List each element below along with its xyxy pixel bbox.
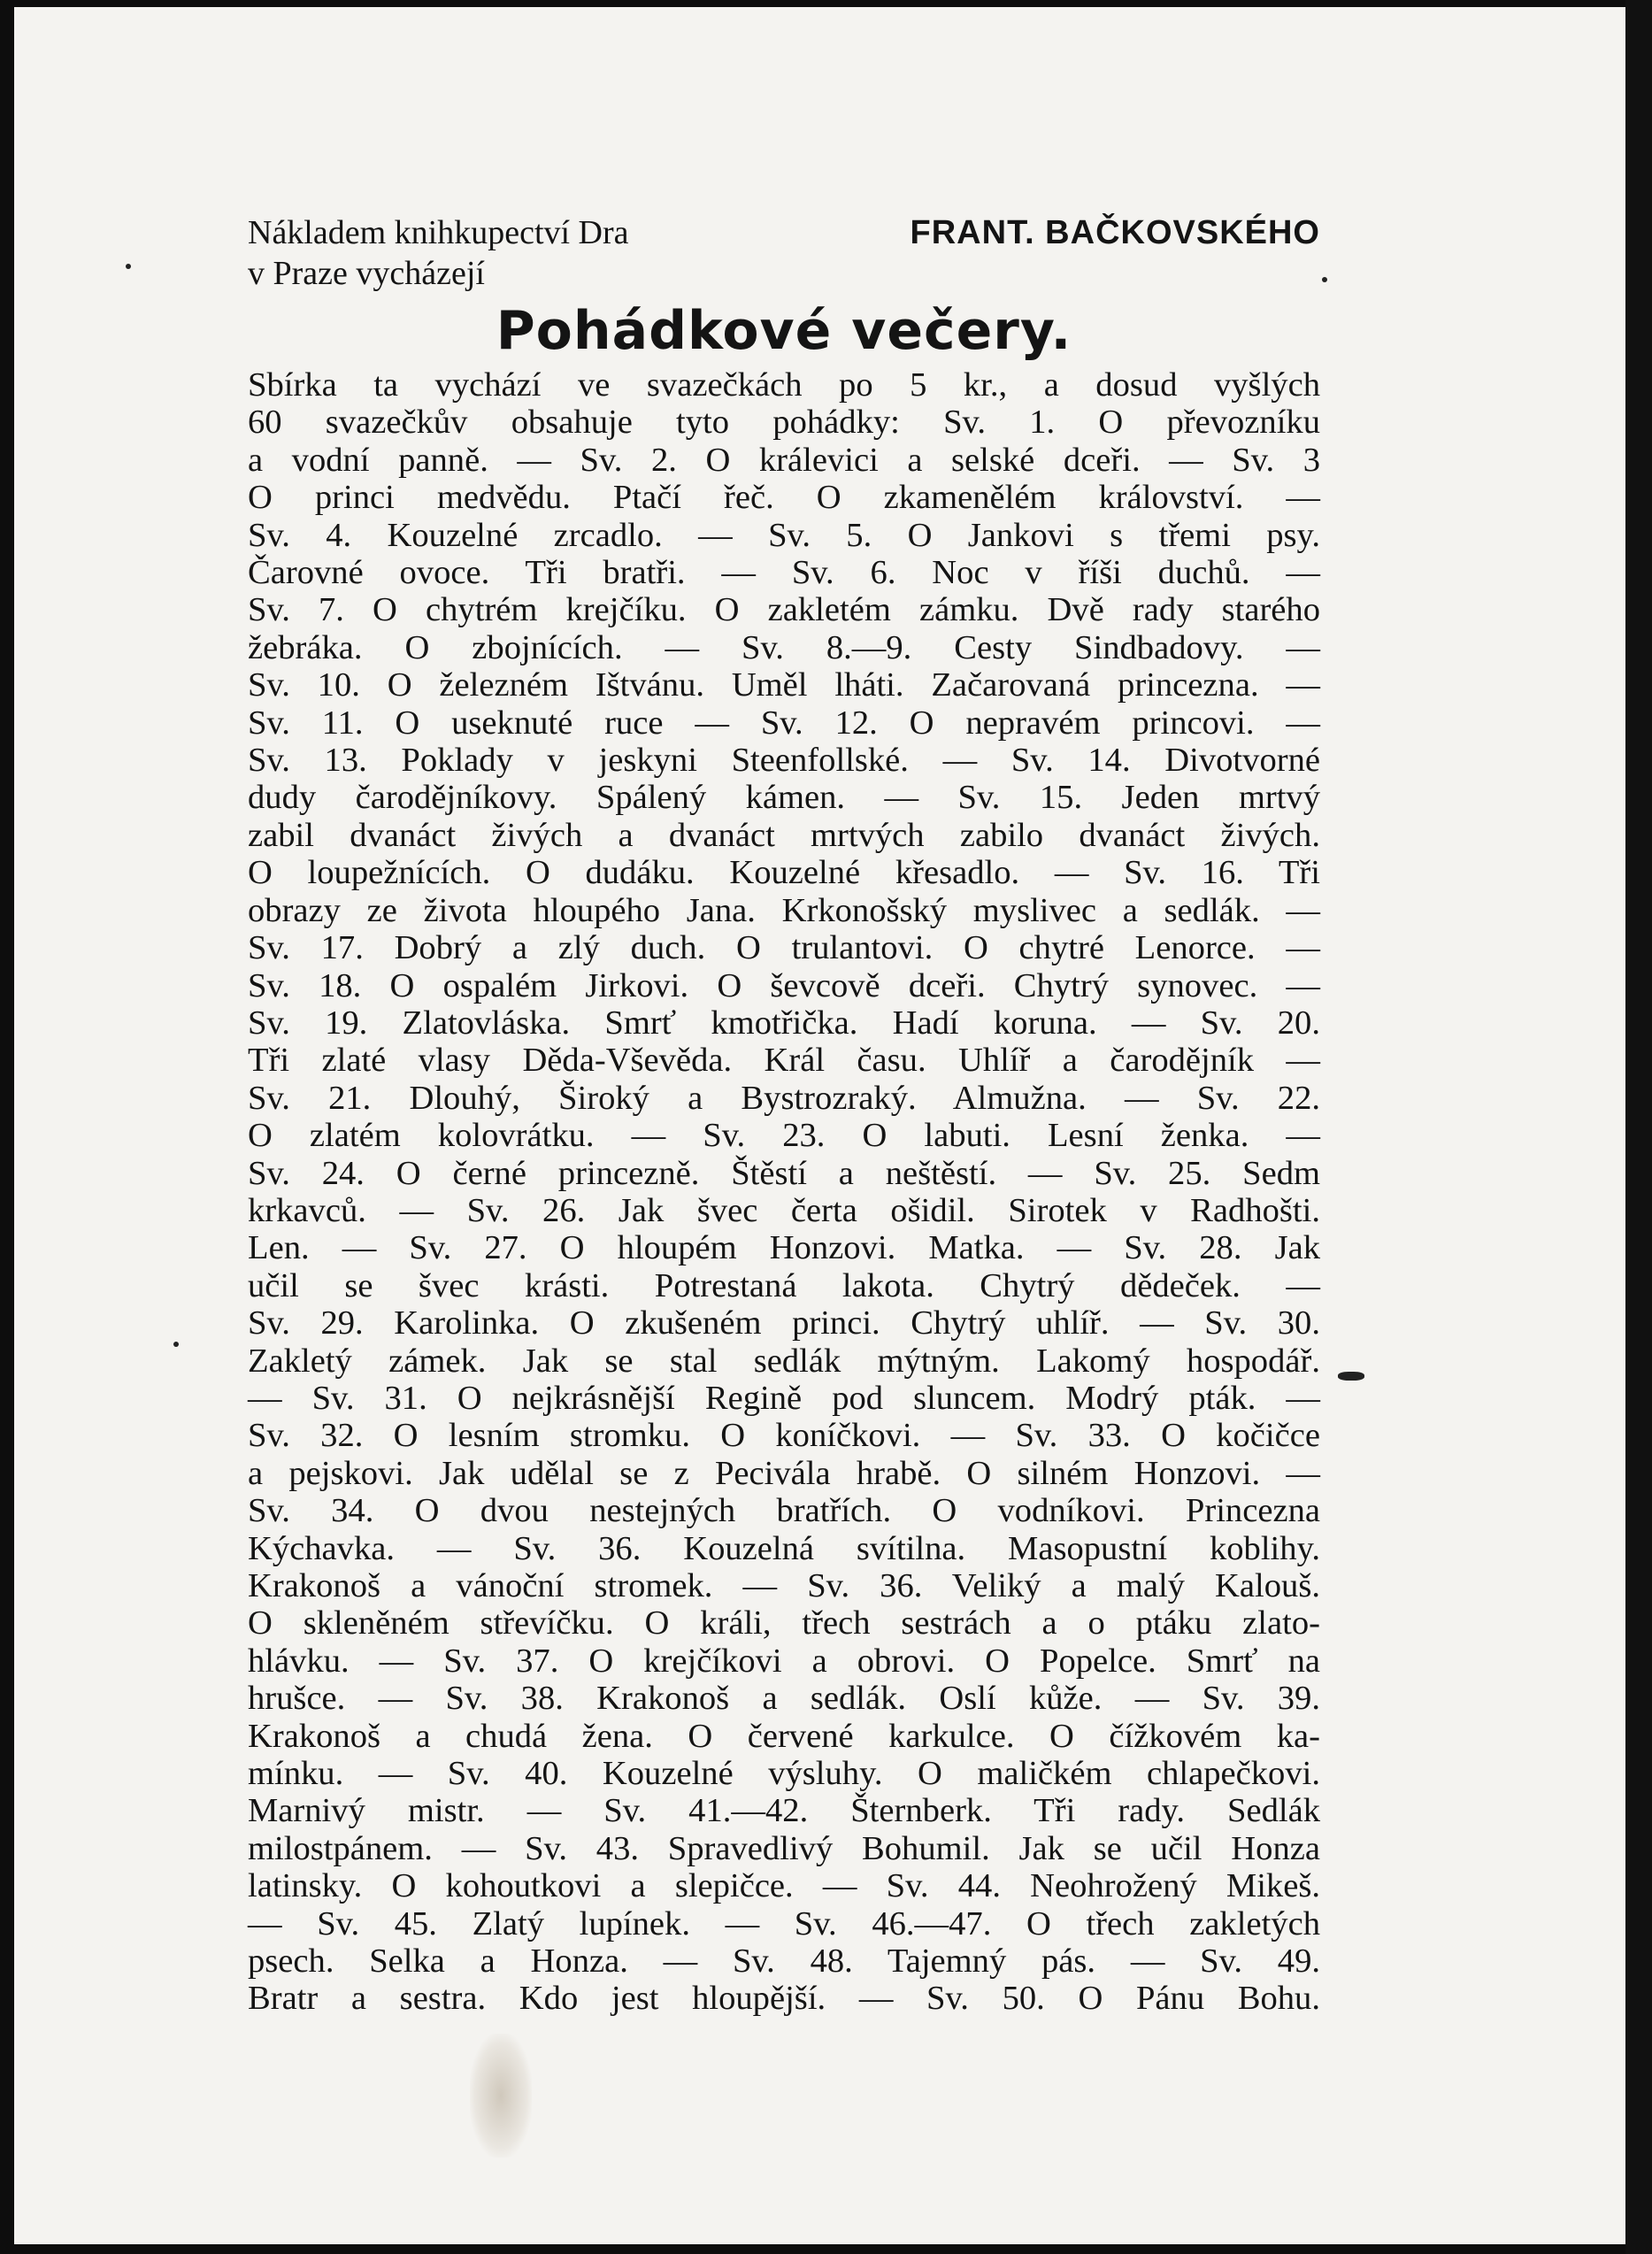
- text-line: Sv. 13. Poklady v jeskyni Steenfollské. — Sv. 14. Divotvorné: [248, 742, 1320, 780]
- text-line: Sv. 4. Kouzelné zrcadlo. — Sv. 5. O Jankovi s třemi psy.: [248, 516, 1320, 554]
- text-line: Krakonoš a chudá žena. O červené karkulce. O čížkovém ka-: [248, 1717, 1320, 1755]
- text-line: Sv. 32. O lesním stromku. O koníčkovi. — Sv. 33. O kočičce: [248, 1417, 1320, 1455]
- paper-stain: [470, 2034, 532, 2158]
- text-line: — Sv. 31. O nejkrásnější Regině pod sluncem. Modrý pták. —: [248, 1379, 1320, 1417]
- page-content: [248, 212, 1320, 2018]
- text-line: učil se švec krásti. Potrestaná lakota. Chytrý dědeček. —: [248, 1266, 1320, 1304]
- text-line: O loupežnících. O dudáku. Kouzelné křesadlo. — Sv. 16. Tři: [248, 854, 1320, 892]
- page-title: Pohádkové večery.: [496, 300, 1072, 362]
- publisher-name: FRANT. BAČKOVSKÉHO: [910, 214, 1320, 251]
- intro-line-1: [248, 212, 1320, 253]
- text-line: Krakonoš a vánoční stromek. — Sv. 36. Veliký a malý Kalouš.: [248, 1567, 1320, 1604]
- text-line: žebráka. O zbojnících. — Sv. 8.—9. Cesty Sindbadovy. —: [248, 628, 1320, 666]
- text-line: Sv. 24. O černé princezně. Štěstí a neštěstí. — Sv. 25. Sedm: [248, 1154, 1320, 1192]
- text-line: Sv. 18. O ospalém Jirkovi. O ševcově dceři. Chytrý synovec. —: [248, 966, 1320, 1004]
- text-line: Sv. 19. Zlatovláska. Smrť kmotřička. Hadí koruna. — Sv. 20.: [248, 1004, 1320, 1042]
- text-line: 60 svazečkův obsahuje tyto pohádky: Sv. 1. O převozníku: [248, 404, 1320, 442]
- text-line: latinsky. O kohoutkovi a slepičce. — Sv. 44. Neohrožený Mikeš.: [248, 1867, 1320, 1905]
- text-line: Sv. 10. O železném Ištvánu. Uměl lháti. Začarovaná princezna. —: [248, 666, 1320, 704]
- text-line: psech. Selka a Honza. — Sv. 48. Tajemný pás. — Sv. 49.: [248, 1942, 1320, 1981]
- page-edge-shadow: [1625, 0, 1652, 2254]
- text-line: Kýchavka. — Sv. 36. Kouzelná svítilna. Masopustní koblihy.: [248, 1529, 1320, 1567]
- text-line: Sv. 11. O useknuté ruce — Sv. 12. O nepravém princovi. —: [248, 704, 1320, 742]
- text-line: O zlatém kolovrátku. — Sv. 23. O labuti. Lesní ženka. —: [248, 1117, 1320, 1155]
- text-line: Zakletý zámek. Jak se stal sedlák mýtným. Lakomý hospodář.: [248, 1342, 1320, 1380]
- intro-text: Nákladem knihkupectví Dra: [248, 214, 629, 251]
- text-line: Sbírka ta vychází ve svazečkách po 5 kr., a dosud vyšlých: [248, 366, 1320, 404]
- text-line: Bratr a sestra. Kdo jest hloupější. — Sv. 50. O Pánu Bohu.: [248, 1980, 1320, 2018]
- book-page: [14, 7, 1626, 2244]
- text-line: dudy čarodějníkovy. Spálený kámen. — Sv. 15. Jeden mrtvý: [248, 779, 1320, 817]
- speck: [1322, 277, 1327, 282]
- text-line: a vodní panně. — Sv. 2. O králevici a selské dceři. — Sv. 3: [248, 441, 1320, 479]
- speck: [173, 1342, 179, 1347]
- text-line: Tři zlaté vlasy Děda-Vševěda. Král času. Uhlíř a čarodějník —: [248, 1042, 1320, 1080]
- text-line: — Sv. 45. Zlatý lupínek. — Sv. 46.—47. O třech zakletých: [248, 1904, 1320, 1942]
- text-line: Čarovné ovoce. Tři bratři. — Sv. 6. Noc v říši duchů. —: [248, 554, 1320, 592]
- intro-line-2: [248, 253, 1320, 294]
- text-line: Sv. 7. O chytrém krejčíku. O zakletém zámku. Dvě rady starého: [248, 591, 1320, 629]
- text-line: Sv. 34. O dvou nestejných bratřích. O vodníkovi. Princezna: [248, 1492, 1320, 1530]
- text-line: mínku. — Sv. 40. Kouzelné výsluhy. O maličkém chlapečkovi.: [248, 1755, 1320, 1793]
- text-line: obrazy ze života hloupého Jana. Krkonošský myslivec a sedlák. —: [248, 891, 1320, 929]
- text-line: zabil dvanáct živých a dvanáct mrtvých zabilo dvanáct živých.: [248, 816, 1320, 854]
- speck: [126, 264, 131, 269]
- body-text: [248, 366, 1320, 2018]
- text-line: Sv. 21. Dlouhý, Široký a Bystrozraký. Almužna. — Sv. 22.: [248, 1079, 1320, 1117]
- text-line: Sv. 17. Dobrý a zlý duch. O trulantovi. O chytré Lenorce. —: [248, 929, 1320, 967]
- text-line: O skleněném střevíčku. O králi, třech sestrách a o ptáku zlato-: [248, 1604, 1320, 1642]
- text-line: milostpánem. — Sv. 43. Spravedlivý Bohumil. Jak se učil Honza: [248, 1829, 1320, 1867]
- speck: [1338, 1372, 1364, 1381]
- text-line: Marnivý mistr. — Sv. 41.—42. Šternberk. Tři rady. Sedlák: [248, 1792, 1320, 1830]
- text-line: a pejskovi. Jak udělal se z Peciválа hrabě. O silném Honzovi. —: [248, 1454, 1320, 1492]
- text-line: hrušce. — Sv. 38. Krakonoš a sedlák. Oslí kůže. — Sv. 39.: [248, 1680, 1320, 1718]
- text-line: hlávku. — Sv. 37. O krejčíkovi a obrovi. O Popelce. Smrť na: [248, 1642, 1320, 1680]
- text-line: krkavců. — Sv. 26. Jak švec čerta ošidil. Sirotek v Radhošti.: [248, 1191, 1320, 1229]
- text-line: Sv. 29. Karolinka. O zkušeném princi. Chytrý uhlíř. — Sv. 30.: [248, 1304, 1320, 1342]
- text-line: O princi medvědu. Ptačí řeč. O zkamenělém království. —: [248, 479, 1320, 517]
- text-line: Len. — Sv. 27. O hloupém Honzovi. Matka. — Sv. 28. Jak: [248, 1229, 1320, 1267]
- intro-text: v Praze vycházejí: [248, 255, 485, 292]
